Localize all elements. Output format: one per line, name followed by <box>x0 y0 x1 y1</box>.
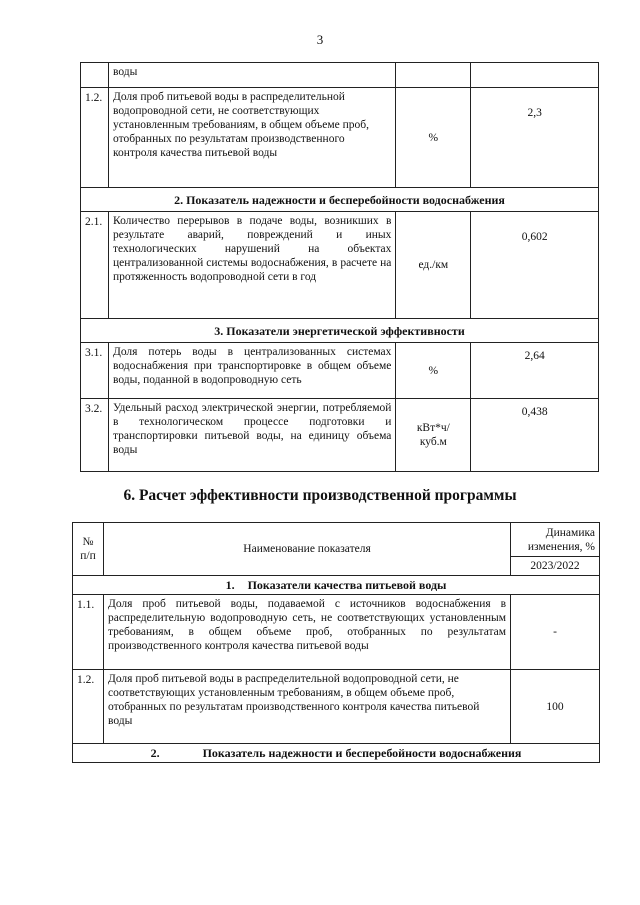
header-dynamics: Динамика изменения, % <box>511 523 600 557</box>
value-cell: 2,3 <box>471 88 599 188</box>
unit-cell: % <box>396 343 471 399</box>
continued-text: воды <box>108 63 395 88</box>
section-row <box>73 744 600 763</box>
indicator-text: Удельный расход электрической энергии, потребляемой в технологическом процессе подготовки и транспортировки питьевой воды, на единицу объема воды <box>108 399 395 472</box>
table-row <box>81 88 599 188</box>
section-title: 2. Показатель надежности и бесперебойности водоснабжения <box>73 744 600 763</box>
section-title: 3. Показатели энергетической эффективности <box>81 319 599 343</box>
table-row <box>73 670 600 744</box>
section-row <box>81 319 599 343</box>
unit-cell: ед./км <box>396 212 471 319</box>
section-row <box>73 576 600 595</box>
table-row <box>81 399 599 472</box>
indicator-text: Доля проб питьевой воды в распределительной водопроводной сети, не соответствующих установленным требованиям, в общем объеме проб, отобранных по результатам производственного контроля качества питьевой воды <box>108 88 395 188</box>
header-period: 2023/2022 <box>511 557 600 576</box>
row-number: 2.1. <box>81 212 109 319</box>
value-cell: 100 <box>511 670 600 744</box>
header-number: № п/п <box>73 523 104 576</box>
table-row <box>81 63 599 88</box>
value-cell: 2,64 <box>471 343 599 399</box>
section-title: 2. Показатель надежности и бесперебойности водоснабжения <box>81 188 599 212</box>
row-number: 1.2. <box>81 88 109 188</box>
section-row <box>81 188 599 212</box>
row-number: 1.2. <box>73 670 104 744</box>
unit-line: кВт*ч/ <box>416 422 450 434</box>
table-row <box>81 212 599 319</box>
row-number: 1.1. <box>73 595 104 670</box>
unit-line: куб.м <box>419 436 447 448</box>
value-cell: - <box>511 595 600 670</box>
indicator-text: Доля проб питьевой воды в распределительной водопроводной сети, не соответствующих установленным требованиям, в общем объеме проб, отобранных по результатам производственного контроля качества питьевой воды <box>103 670 510 744</box>
section-heading: 6. Расчет эффективности производственной программы <box>123 487 517 504</box>
unit-cell <box>396 399 471 472</box>
value-cell: 0,602 <box>471 212 599 319</box>
indicator-text: Доля проб питьевой воды, подаваемой с источников водоснабжения в распределительную водопроводную сеть, не соответствующих установленным требованиям, в общем объеме проб, отобранных по результатам производственного контроля качества питьевой воды <box>103 595 510 670</box>
indicator-text: Доля потерь воды в централизованных системах водоснабжения при транспортировке в общем объеме воды, поданной в водопроводную сеть <box>108 343 395 399</box>
indicators-table <box>80 62 599 472</box>
table-row <box>73 595 600 670</box>
efficiency-table <box>72 522 600 763</box>
row-number: 3.2. <box>81 399 109 472</box>
unit-cell: % <box>396 88 471 188</box>
value-cell: 0,438 <box>471 399 599 472</box>
indicator-text: Количество перерывов в подаче воды, возникших в результате аварий, повреждений и иных технологических нарушений на объектах централизованной системы водоснабжения, в расчете на протяженность водопроводной сети в год <box>108 212 395 319</box>
section-title: 1. Показатели качества питьевой воды <box>73 576 600 595</box>
table-row <box>81 343 599 399</box>
row-number: 3.1. <box>81 343 109 399</box>
page-number: 3 <box>316 32 324 47</box>
header-row <box>73 523 600 557</box>
header-name: Наименование показателя <box>103 523 510 576</box>
